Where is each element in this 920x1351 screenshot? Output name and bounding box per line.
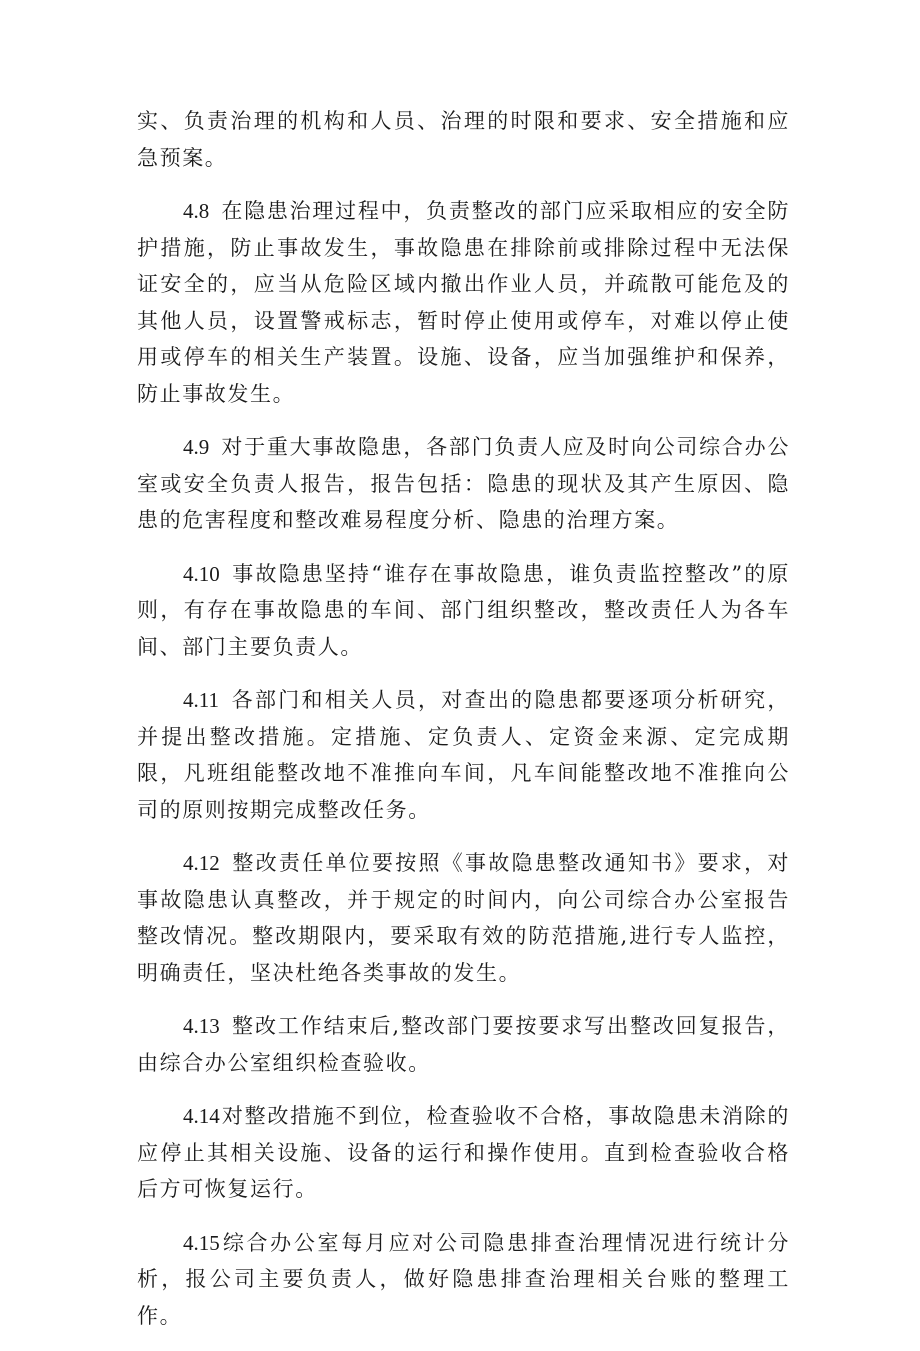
paragraph-number: 4.15 — [183, 1230, 220, 1255]
paragraph-number: 4.13 — [183, 1014, 220, 1038]
paragraph-number: 4.12 — [183, 851, 220, 875]
paragraph-text: 整改责任单位要按照《事故隐患整改通知书》要求，对事故隐患认真整改，并于规定的时间内，向公司综合办公室报告整改情况。整改期限内，要采取有效的防范措施,进行专人监控，明确责任，坚决杜绝各类事故的发生。 — [137, 851, 790, 985]
paragraph-text: 各部门和相关人员，对查出的隐患都要逐项分析研究，并提出整改措施。定措施、定负责人、定资金来源、定完成期限，凡班组能整改地不准推向车间，凡车间能整改地不准推向公司的原则按期完成整改任务。 — [137, 688, 790, 822]
paragraph-4-13 — [137, 1008, 790, 1081]
paragraph-number: 4.9 — [183, 435, 210, 459]
paragraph-4-15 — [137, 1225, 790, 1335]
paragraph-text: 整改工作结束后,整改部门要按要求写出整改回复报告，由综合办公室组织检查验收。 — [137, 1014, 790, 1075]
paragraph-text: 在隐患治理过程中，负责整改的部门应采取相应的安全防护措施，防止事故发生，事故隐患在排除前或排除过程中无法保证安全的，应当从危险区域内撤出作业人员，并疏散可能危及的其他人员，设置警戒标志，暂时停止使用或停车，对难以停止使用或停车的相关生产装置。设施、设备，应当加强维护和保养，防止事故发生。 — [137, 199, 790, 406]
paragraph-4-8 — [137, 193, 790, 412]
paragraph-4-10 — [137, 556, 790, 666]
paragraph-text: 对整改措施不到位，检查验收不合格，事故隐患未消除的应停止其相关设施、设备的运行和操作使用。直到检查验收合格后方可恢复运行。 — [137, 1104, 790, 1201]
paragraph-number: 4.8 — [183, 199, 210, 223]
paragraph-4-12 — [137, 845, 790, 991]
paragraph-4-14 — [137, 1098, 790, 1208]
paragraph-4-9 — [137, 429, 790, 539]
paragraph-text: 事故隐患坚持“谁存在事故隐患，谁负责监控整改”的原则，有存在事故隐患的车间、部门组织整改，整改责任人为各车间、部门主要负责人。 — [137, 561, 790, 659]
paragraph-text: 对于重大事故隐患，各部门负责人应及时向公司综合办公室或安全负责人报告，报告包括：隐患的现状及其产生原因、隐患的危害程度和整改难易程度分析、隐患的治理方案。 — [137, 435, 790, 532]
paragraph-4-11 — [137, 682, 790, 828]
paragraph-continuation — [137, 103, 790, 176]
paragraph-number: 4.10 — [183, 561, 220, 586]
document-body — [137, 103, 790, 1351]
paragraph-number: 4.14 — [183, 1104, 220, 1128]
paragraph-text: 综合办公室每月应对公司隐患排查治理情况进行统计分析，报公司主要负责人，做好隐患排查治理相关台账的整理工作。 — [137, 1230, 790, 1328]
paragraph-number: 4.11 — [183, 688, 219, 712]
paragraph-text: 实、负责治理的机构和人员、治理的时限和要求、安全措施和应急预案。 — [137, 109, 790, 170]
